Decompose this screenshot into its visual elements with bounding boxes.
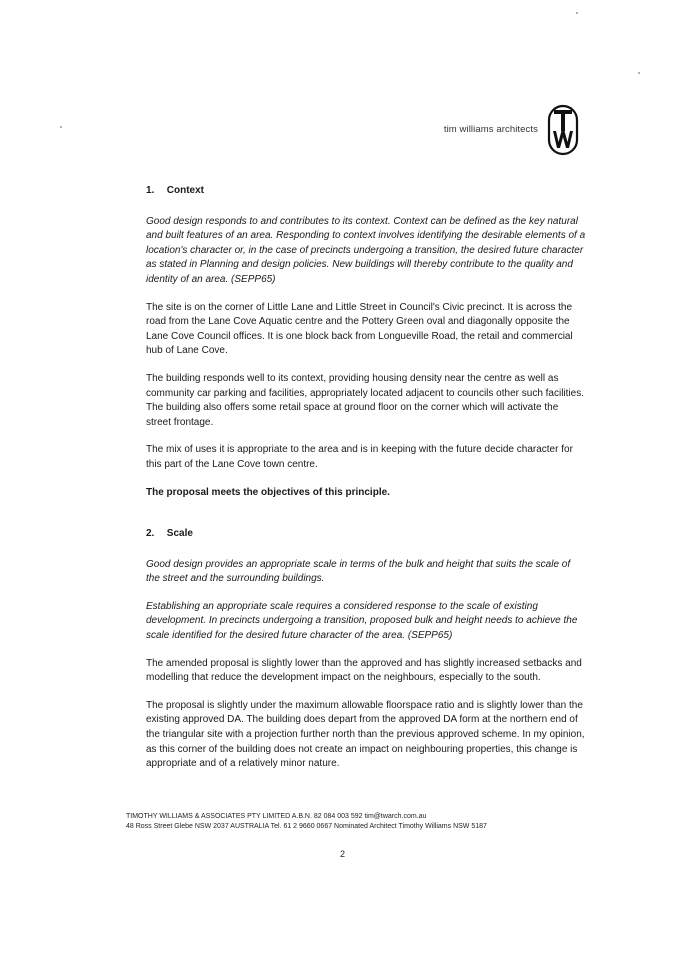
context-objective: Good design responds to and contributes to its context. Context can be defined as the key natural and built features of an area. Responding to context involves identifying the desirable elements of a location's character or, in the case of precincts undergoing a transition, the desired future character as stated in Planning and design policies. New buildings will thereby contribute to the quality and identity of an area. (SEPP65)	[146, 215, 586, 285]
page-number: 2	[340, 849, 346, 859]
tw-logo-icon	[546, 104, 580, 156]
document-body	[146, 184, 586, 785]
section-heading-context	[146, 184, 586, 199]
context-conclusion: The proposal meets the objectives of this principle.	[146, 486, 390, 498]
scale-objective: Good design provides an appropriate scale in terms of the bulk and height that suits the scale of the street and the surrounding buildings.	[146, 558, 571, 585]
context-paragraph: The mix of uses it is appropriate to the area and is in keeping with the future decide character for this part of the Lane Cove town centre.	[146, 444, 573, 470]
scan-speck	[576, 12, 578, 14]
footer-line: 48 Ross Street Glebe NSW 2037 AUSTRALIA Tel. 61 2 9660 0667 Nominated Architect Timothy Williams NSW 5187	[126, 822, 487, 830]
footer-line: TIMOTHY WILLIAMS & ASSOCIATES PTY LIMITED A.B.N. 82 084 003 592 tim@twarch.com.au	[126, 813, 427, 820]
section-number: 2.	[146, 528, 155, 540]
section-spacer	[146, 513, 586, 527]
firm-name: tim williams architects	[443, 124, 538, 135]
context-paragraph: The building responds well to its context, providing housing density near the centre as well as community car parking and facilities, appropriately located adjacent to councils other such facilities. The building also offers some retail space at ground floor on the corner which will activate the street frontage.	[146, 372, 584, 428]
section-heading-scale	[146, 527, 586, 542]
scale-paragraph: The proposal is slightly under the maximum allowable floorspace ratio and is slightly lower than the existing approved DA. The building does depart from the approved DA form at the northern end of the triangular site with a projection further north than the previous approved scheme. In my opinion, as this corner of the building does not create an impact on neighbouring properties, this change is appropriate and of a relatively minor nature.	[146, 699, 585, 770]
scan-speck	[60, 126, 62, 128]
logo-monogram: TW	[563, 104, 565, 105]
footer	[126, 812, 487, 831]
scale-paragraph: The amended proposal is slightly lower than the approved and has slightly increased setbacks and modelling that reduce the development impact on the neighbours, especially to the south.	[146, 657, 582, 684]
section-number: 1.	[146, 185, 155, 196]
scale-objective: Establishing an appropriate scale requires a considered response to the scale of existing development. In precincts undergoing a transition, proposed bulk and height needs to achieve the scale identified for the desired future character of the area. (SEPP65)	[146, 600, 578, 642]
context-paragraph: The site is on the corner of Little Lane and Little Street in Council's Civic precinct. It is across the road from the Lane Cove Aquatic centre and the Pottery Green oval and diagonally opposite the Lane Cove Council offices. It is one block back from Longueville Road, the retail and commercial hub of Lane Cove.	[146, 301, 573, 357]
letterhead	[400, 104, 580, 160]
section-title: Context	[166, 185, 205, 196]
scan-speck	[638, 72, 640, 74]
section-title: Scale	[166, 528, 193, 540]
